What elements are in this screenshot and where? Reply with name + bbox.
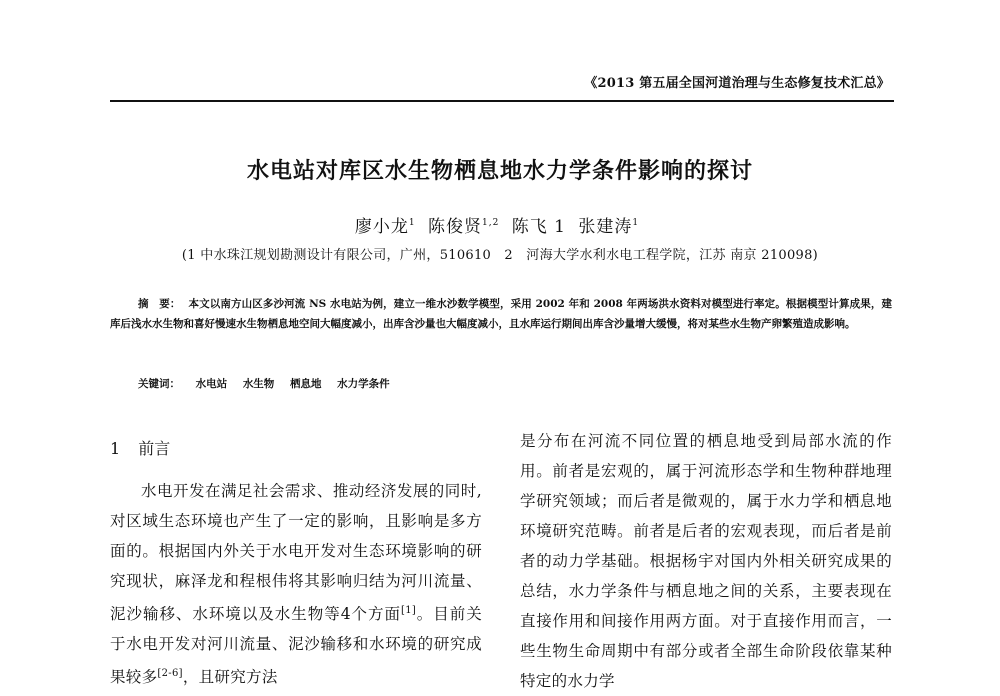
keyword: 栖息地 [289,378,322,390]
body-paragraph [110,476,482,692]
keywords-label: 关键词： [138,378,180,390]
section-number: 1 [110,439,121,458]
keywords [138,376,390,391]
keyword: 水生物 [242,378,275,390]
body-paragraph: 是分布在河流不同位置的栖息地受到局部水流的作用。前者是宏观的，属于河流形态学和生物种群地理学研究领域；而后者是微观的，属于水力学和栖息地环境研究范畴。前者是后者的宏观表现，而后者是前者的动力学基础。根据杨宇对国内外相关研究成果的总结，水力学条件与栖息地之间的关系，主要表现在直接作用和间接作用两方面。对于直接作用而言，一些生物生命周期中有部分或者全部生命阶段依靠某种特定的水力学 [520,432,892,690]
author-name: 陈俊贤 [428,217,483,237]
running-header: 《2013 第五届全国河道治理与生态修复技术汇总》 [584,76,890,91]
keyword: 水电站 [195,378,228,390]
section-title: 前言 [138,439,171,458]
author-list [0,212,1000,237]
author-affiliation-mark: 1 [632,218,640,229]
author-name: 张建涛 [578,217,633,237]
abstract [110,294,892,334]
right-column [520,426,892,696]
body-text: ，且研究方法 [182,668,278,687]
affiliation: (1 中水珠江规划勘测设计有限公司，广州，510610 2 河海大学水利水电工程学院，江苏 南京 210098) [181,248,819,263]
body-text: 。目前关于水电开发对河川流量、泥沙输移和水环境的研究成果较多 [110,605,482,687]
section-heading [110,436,170,459]
citation: [2-6] [157,668,183,680]
paper-title: 水电站对库区水生物栖息地水力学条件影响的探讨 [246,159,753,184]
citation: [1] [401,605,417,616]
abstract-label: 摘 要： [138,298,181,310]
header-rule [110,100,894,102]
author-affiliation-mark: 1 [408,218,416,229]
left-column [110,476,482,692]
body-text: 水电开发在满足社会需求、推动经济发展的同时,对区域生态环境也产生了一定的影响，且影响是多方面的。根据国内外关于水电开发对生态环境影响的研究现状，麻泽龙和程根伟将其影响归结为河川流量、泥沙输移、水环境以及水生物等4个方面 [110,482,482,624]
author-name: 陈飞 1 [511,217,566,237]
abstract-text: 本文以南方山区多沙河流 NS 水电站为例，建立一维水沙数学模型，采用 2002 年和 2008 年两场洪水资料对模型进行率定。根据模型计算成果，建库后浅水水生物和喜好慢速水生物栖息地空间大幅度减小，出库含沙量也大幅度减小，且水库运行期间出库含沙量增大缓慢，将对某些水生物产卵繁殖造成影响。 [110,298,892,330]
author-name: 廖小龙 [354,217,409,237]
keyword: 水力学条件 [337,378,390,390]
author-affiliation-mark: 1,2 [482,218,500,229]
